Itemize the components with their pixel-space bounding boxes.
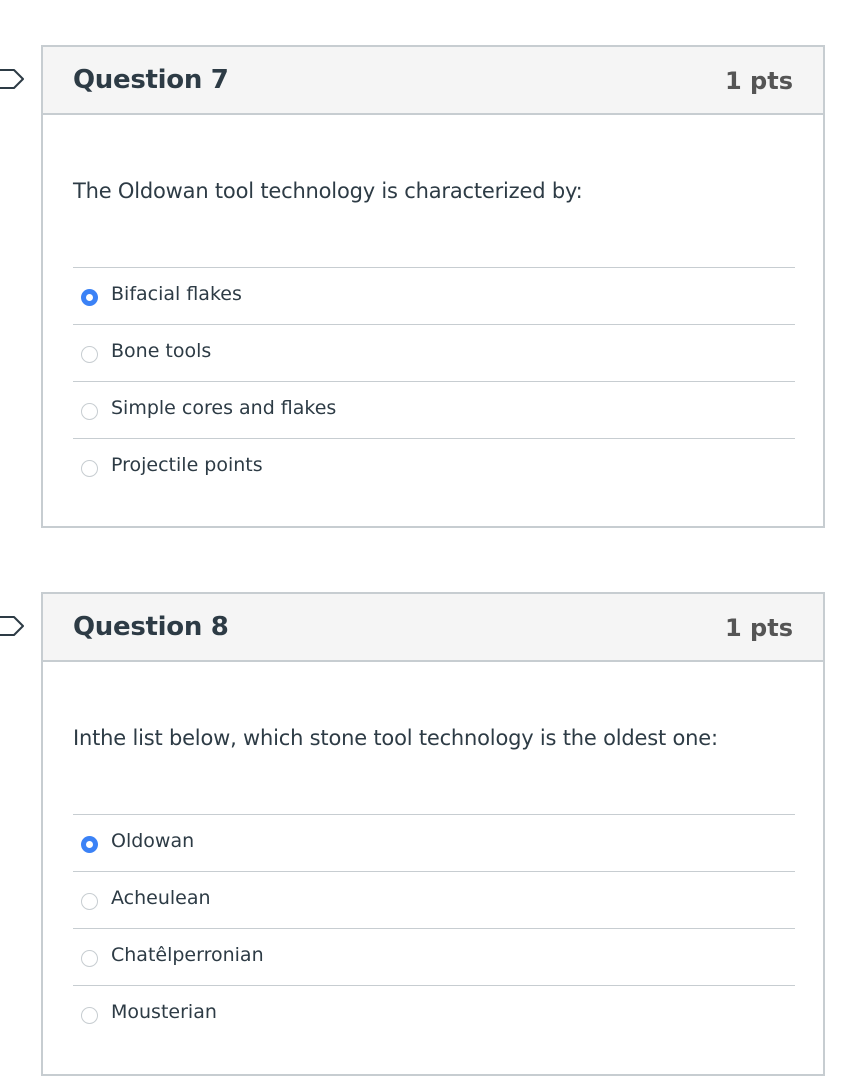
radio-unchecked-icon[interactable] [81,1007,98,1024]
answer-label: Chatêlperronian [111,944,264,966]
answer-option[interactable] [73,439,795,496]
question-title: Question 8 [73,612,229,642]
answer-list [73,267,795,496]
answer-option[interactable] [73,815,795,872]
bookmark-flag-icon[interactable] [0,614,26,638]
answer-label: Mousterian [111,1001,217,1023]
answer-label: Acheulean [111,887,211,909]
radio-unchecked-icon[interactable] [81,460,98,477]
radio-unchecked-icon[interactable] [81,403,98,420]
question-text: The Oldowan tool technology is characterized by: [73,179,583,203]
answer-option[interactable] [73,382,795,439]
answer-label: Oldowan [111,830,195,852]
answer-option[interactable] [73,986,795,1043]
question-title: Question 7 [73,65,229,95]
answer-label: Bone tools [111,340,212,362]
radio-checked-icon[interactable] [81,836,98,853]
question-points: 1 pts [725,614,793,642]
radio-unchecked-icon[interactable] [81,950,98,967]
question-card [41,45,825,528]
question-header [43,594,823,662]
question-header [43,47,823,115]
radio-checked-icon[interactable] [81,289,98,306]
answer-label: Bifacial flakes [111,283,242,305]
answer-label: Projectile points [111,454,263,476]
question-points: 1 pts [725,67,793,95]
bookmark-flag-icon[interactable] [0,67,26,91]
radio-unchecked-icon[interactable] [81,893,98,910]
question-card [41,592,825,1076]
answer-option[interactable] [73,325,795,382]
answer-option[interactable] [73,929,795,986]
question-text: Inthe list below, which stone tool technology is the oldest one: [73,726,718,750]
answer-label: Simple cores and flakes [111,397,337,419]
answer-option[interactable] [73,872,795,929]
answer-option[interactable] [73,268,795,325]
answer-list [73,814,795,1043]
radio-unchecked-icon[interactable] [81,346,98,363]
